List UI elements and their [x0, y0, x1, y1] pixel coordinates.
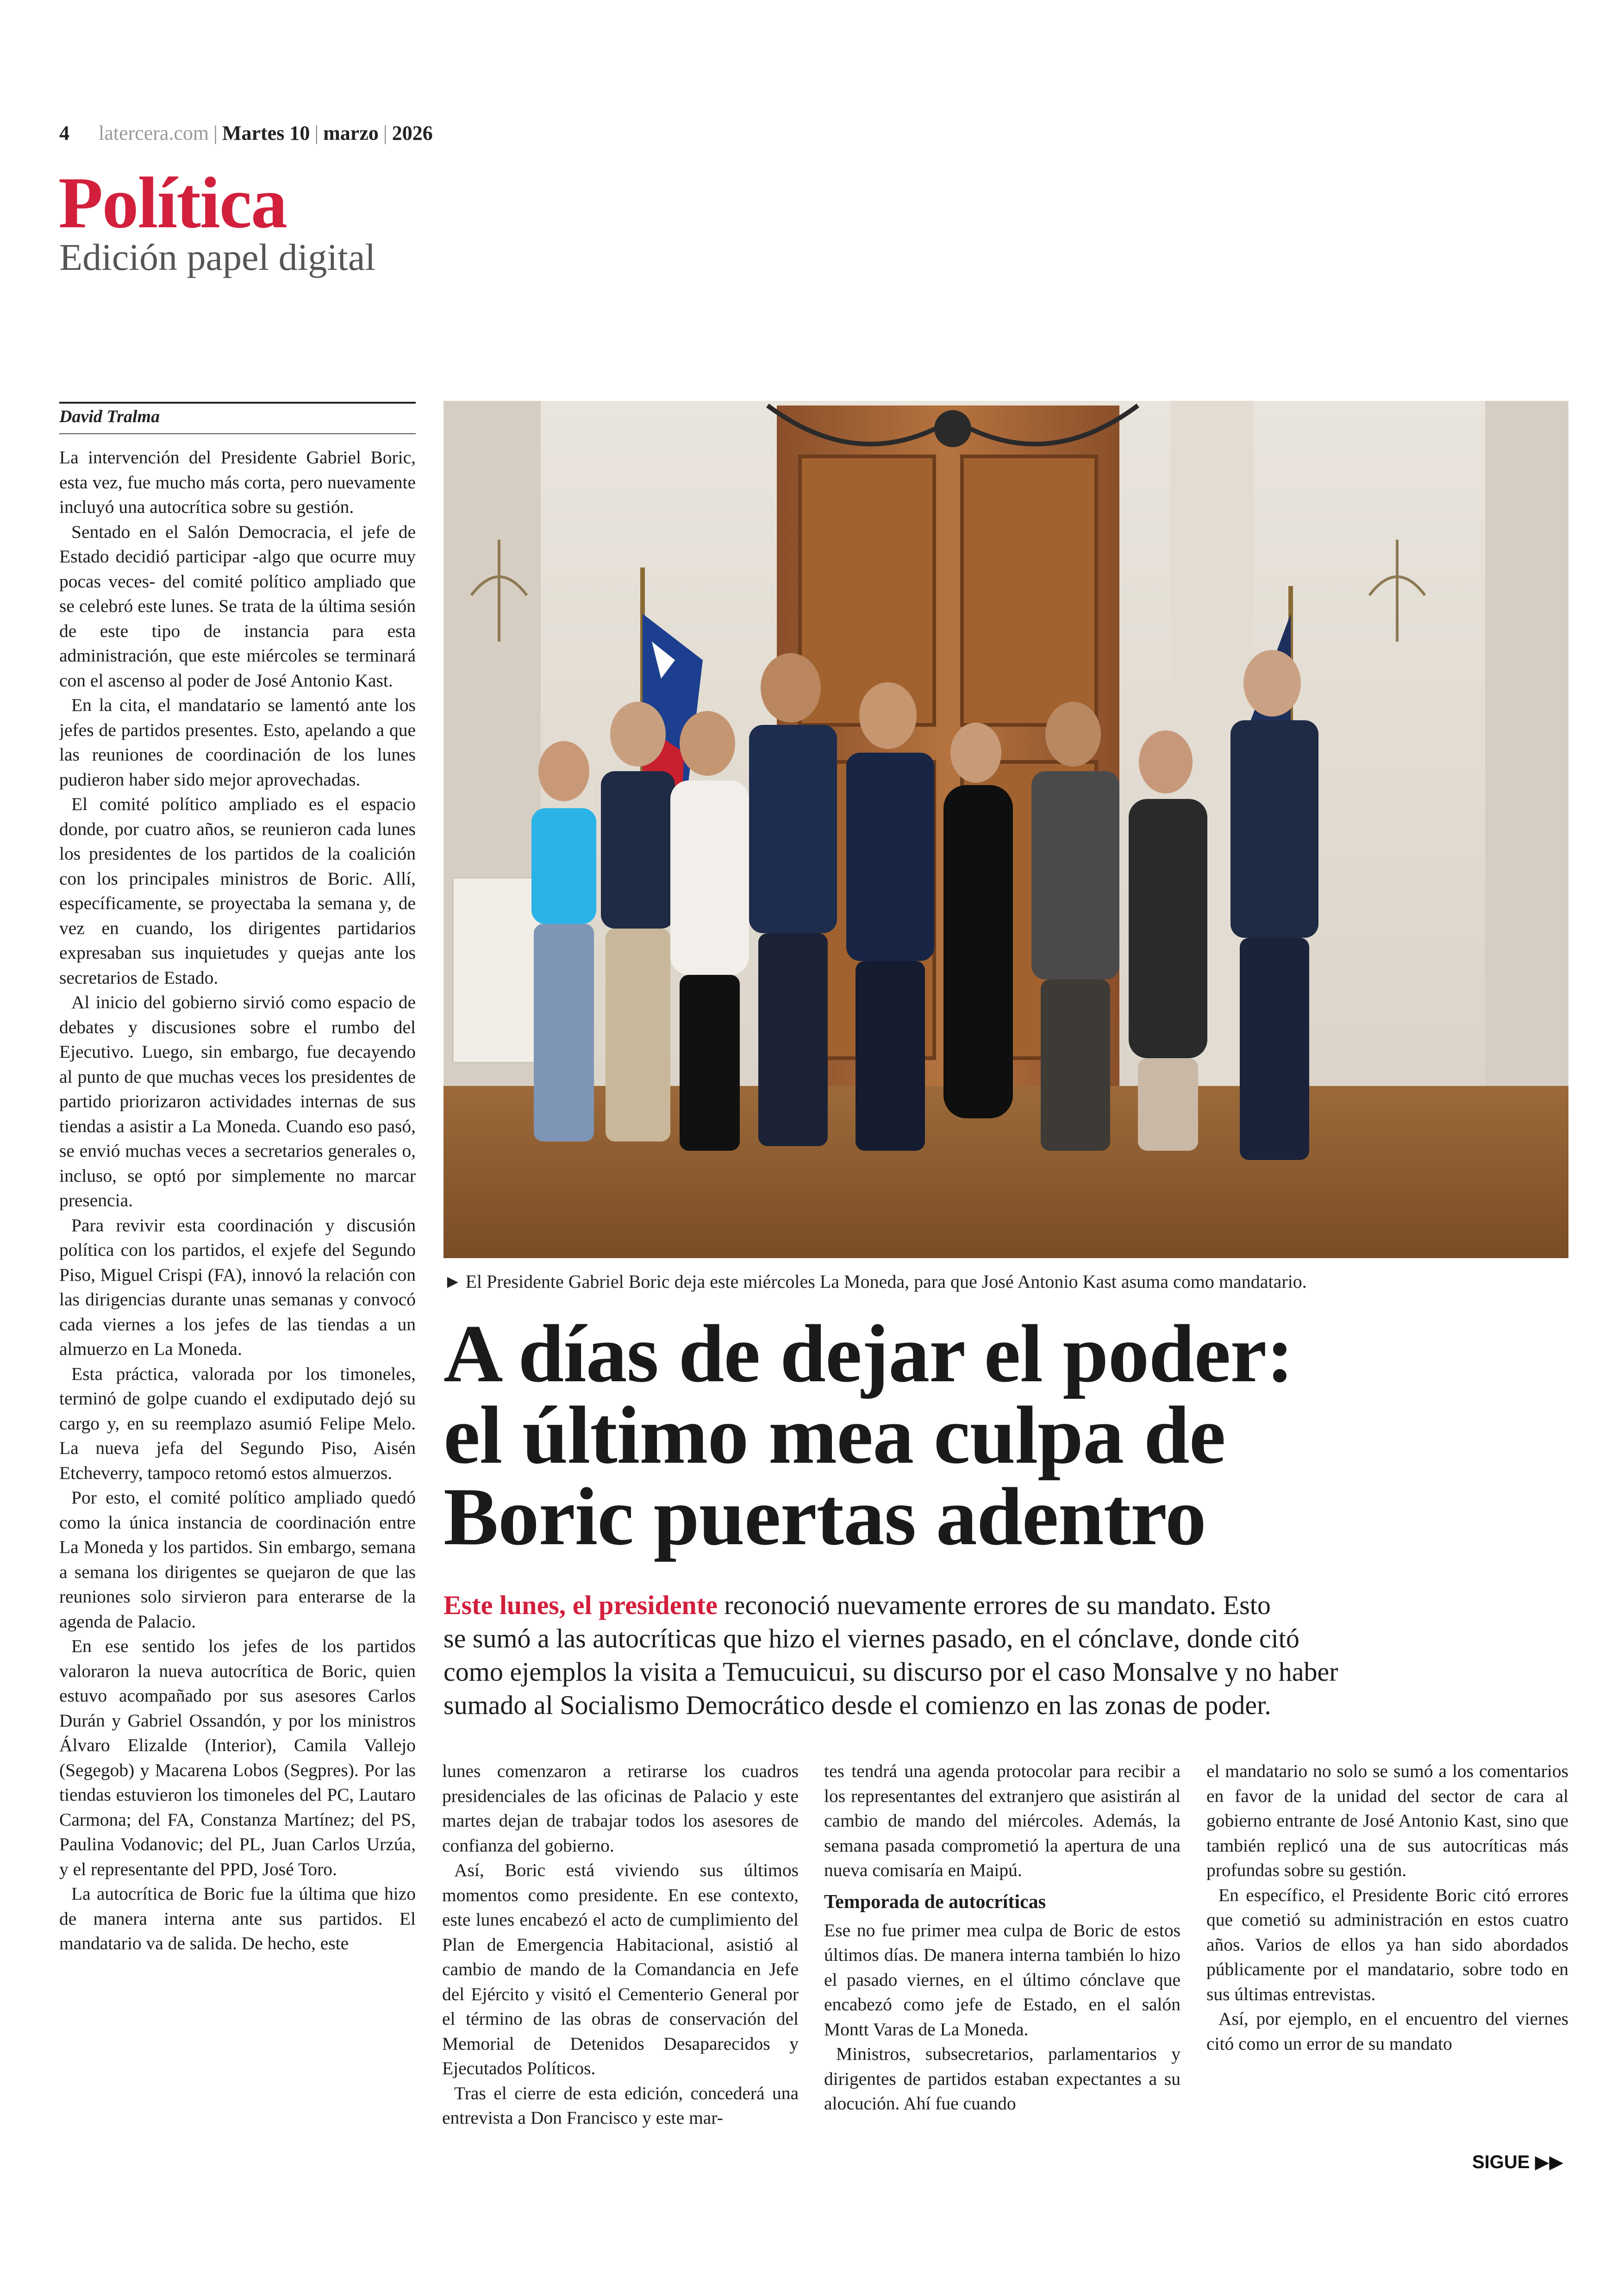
photo-caption: ► El Presidente Gabriel Boric deja este miércoles La Moneda, para que José Antonio Kast asuma como mandatario. [443, 1271, 1307, 1292]
site-name[interactable]: latercera.com [99, 122, 209, 144]
author-rule-top [59, 402, 416, 404]
paragraph: Por esto, el comité político ampliado quedó como la única instancia de coordinación entre La Moneda y los partidos. Sin embargo, semana a semana los dirigentes se quejaron de que las reuniones solo sirvieron para enterarse de la agenda de Palacio. [59, 1487, 416, 1632]
continue-link[interactable]: SIGUE ▶▶ [1472, 2152, 1564, 2172]
subheading: Temporada de autocríticas [824, 1891, 1046, 1913]
paragraph: La intervención del Presidente Gabriel Boric, esta vez, fue mucho más corta, pero nuevamente incluyó una autocrítica sobre su gestión. [59, 447, 416, 517]
paragraph: Tras el cierre de esta edición, concederá una entrevista a Don Francisco y este mar- [442, 2083, 799, 2128]
headline-line: Boric puertas adentro [443, 1471, 1206, 1562]
paragraph: En la cita, el mandatario se lamentó ante los jefes de partidos presentes. Esto, apelando a que las reuniones de coordinación de los lunes pudieron haber sido mejor aprovechadas. [59, 695, 416, 790]
paragraph: El comité político ampliado es el espacio donde, por cuatro años, se reunieron cada lunes los presidentes de los partidos de la coalición con los principales ministros de Boric. Allí, específicamente, se proyectaba la semana y, de vez en cuando, los dirigentes partidarios expresaban sus inquietudes y quejas ante los secretarios de Estado. [59, 794, 416, 988]
paragraph: el mandatario no solo se sumó a los comentarios en favor de la unidad del sector de cara al gobierno entrante de José Antonio Kast, sino que también replicó una de sus autocríticas más profundas sobre su gestión. [1206, 1761, 1568, 1880]
date-month: marzo [323, 122, 379, 144]
paragraph: Así, Boric está viviendo sus últimos momentos como presidente. En ese contexto, este lunes encabezó el acto de cumplimiento del Plan de Emergencia Habitacional, asistió al cambio de mando de la Comandancia en Jefe del Ejército y visitó el Cementerio General por el término de las obras de conservación del Memorial de Detenidos Desaparecidos y Ejecutados Políticos. [442, 1860, 799, 2078]
section-title: Política [58, 162, 287, 243]
news-photo [443, 401, 1568, 1258]
date-weekday: Martes 10 [222, 122, 310, 144]
paragraph: La autocrítica de Boric fue la última que hizo de manera interna ante sus partidos. El mandatario va de salida. De hecho, este [59, 1883, 416, 1953]
paragraph: Al inicio del gobierno sirvió como espacio de debates y discusiones sobre el rumbo del Ejecutivo. Luego, sin embargo, fue decayendo al punto de que muchas veces los presidentes de partido priorizaron actividades internas de sus tiendas a asistir a La Moneda. Cuando eso pasó, se envió muchas veces a secretarios generales o, incluso, se optó por simplemente no marcar presencia. [59, 992, 416, 1210]
body-column-2 [442, 1759, 799, 2166]
deck-line: como ejemplos la visita a Temucuicui, su discurso por el caso Monsalve y no haber [443, 1657, 1338, 1687]
paragraph: tes tendrá una agenda protocolar para recibir a los representantes del extranjero que asistirán al cambio de mando del miércoles. Además, la semana pasada comprometió la apertura de una nueva comisaría en Maipú. [824, 1761, 1181, 1880]
deck-line: se sumó a las autocríticas que hizo el viernes pasado, en el cónclave, donde citó [443, 1623, 1299, 1653]
paragraph: En específico, el Presidente Boric citó errores que cometió su administración en estos cuatro años. Varios de ellos ya han sido abordados públicamente por el mandatario, sobre todo en sus últimas entrevistas. [1206, 1884, 1568, 2004]
paragraph: En ese sentido los jefes de los partidos valoraron la nueva autocrítica de Boric, quien estuvo acompañado por sus asesores Carlos Durán y Gabriel Ossandón, y por los ministros Álvaro Elizalde (Interior), Camila Vallejo (Segegob) y Macarena Lobos (Segpres). Por las tiendas estuvieron los timoneles del PC, Lautaro Carmona; del FA, Constanza Martínez; del PS, Paulina Vodanovic; del PL, Juan Carlos Urzúa, y el representante del PPD, José Toro. [59, 1636, 416, 1879]
paragraph: Así, por ejemplo, en el encuentro del viernes citó como un error de su mandato [1206, 2008, 1568, 2054]
page-number: 4 [59, 122, 69, 144]
headline-line: A días de dejar el poder: [443, 1308, 1293, 1399]
headline-line: el último mea culpa de [443, 1389, 1225, 1481]
paragraph: lunes comenzaron a retirarse los cuadros presidenciales de las oficinas de Palacio y este martes dejan de trabajar todos los asesores de confianza del gobierno. [442, 1761, 799, 1856]
edition-label: Edición papel digital [59, 236, 376, 278]
body-column-3 [824, 1759, 1181, 2166]
paragraph: Para revivir esta coordinación y discusión política con los partidos, el exjefe del Segundo Piso, Miguel Crispi (FA), innovó la relación con las dirigencias durante unas semanas y convocó cada viernes a los jefes de las tiendas a un almuerzo en La Moneda. [59, 1215, 416, 1359]
masthead: 4 latercera.com | Martes 10 | marzo | 2026 [59, 122, 433, 144]
body-column-1 [59, 445, 416, 2153]
deck-line: sumado al Socialismo Democrático desde el comienzo en las zonas de poder. [443, 1690, 1271, 1720]
paragraph: Ministros, subsecretarios, parlamentarios y dirigentes de partidos estaban expectantes a su alocución. Ahí fue cuando [824, 2044, 1181, 2114]
author-byline: David Tralma [59, 407, 160, 426]
date-year: 2026 [392, 122, 433, 144]
paragraph: Sentado en el Salón Democracia, el jefe de Estado decidió participar -algo que ocurre muy pocas veces- del comité político ampliado que se celebró este lunes. Se trata de la última sesión de este tipo de instancia para esta administración, que este miércoles se terminará con el ascenso al poder de José Antonio Kast. [59, 521, 416, 691]
deck: Este lunes, el presidente reconoció nuevamente errores de su mandato. Esto se sumó a las autocríticas que hizo el viernes pasado, en el cónclave, donde citó como ejemplos la visita a Temucuicui, su discurso por el caso Monsalve y no haber sumado al Socialismo Democrático desde el comienzo en las zonas de poder. [443, 1589, 1568, 1722]
paragraph: Esta práctica, valorada por los timoneles, terminó de golpe cuando el exdiputado dejó su cargo y, en su reemplazo asumió Felipe Melo. La nueva jefa del Segundo Piso, Aisén Etcheverry, tampoco retomó estos almuerzos. [59, 1363, 416, 1483]
headline [443, 1308, 1568, 1562]
deck-lead: Este lunes, el presidente [443, 1590, 718, 1620]
author-rule-bottom [59, 433, 416, 434]
paragraph: Ese no fue primer mea culpa de Boric de estos últimos días. De manera interna también lo hizo el pasado viernes, en el último cónclave que encabezó como jefe de Estado, en el salón Montt Varas de La Moneda. [824, 1920, 1181, 2039]
caption-arrow-icon: ► [443, 1271, 462, 1292]
body-column-4 [1206, 1759, 1568, 2166]
